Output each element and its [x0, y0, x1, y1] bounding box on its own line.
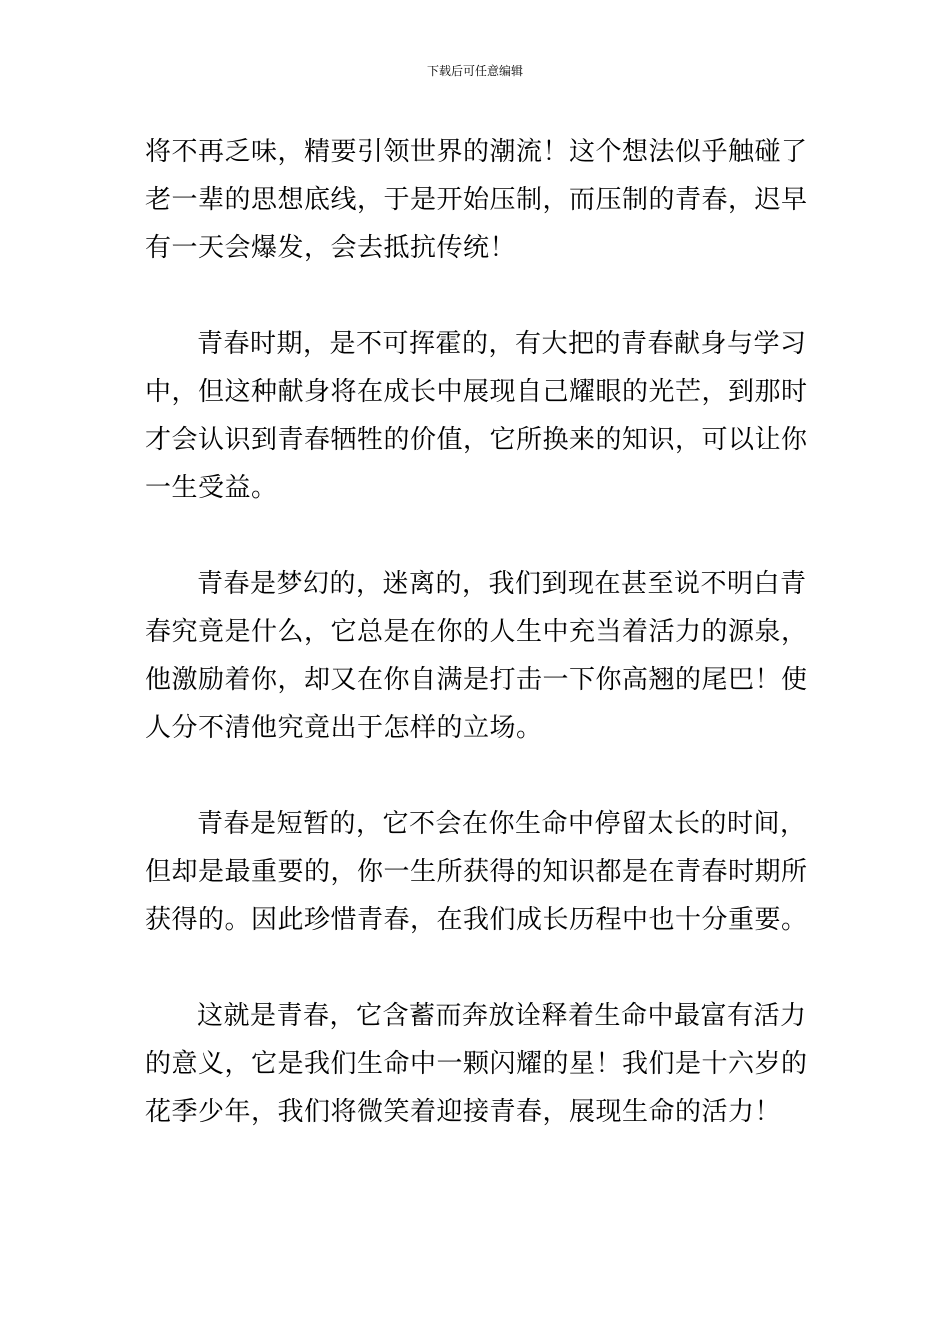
paragraph-2-line-1: 青春时期，是不可挥霍的，有大把的青春献身与学习 — [197, 329, 807, 359]
paragraph-3-line-4: 人分不清他究竟出于怎样的立场。 — [145, 713, 543, 743]
paragraph-5-line-2: 的意义，它是我们生命中一颗闪耀的星！我们是十六岁的 — [145, 1049, 808, 1079]
paragraph-2 — [145, 320, 810, 512]
paragraph-4-line-2: 但却是最重要的，你一生所获得的知识都是在青春时期所 — [145, 857, 808, 887]
paragraph-3-line-2: 春究竟是什么，它总是在你的人生中充当着活力的源泉， — [145, 617, 808, 647]
paragraph-4-line-1: 青春是短暂的，它不会在你生命中停留太长的时间， — [197, 809, 807, 839]
paragraph-3-line-3: 他激励着你，却又在你自满是打击一下你高翘的尾巴！使 — [145, 665, 808, 695]
paragraph-4 — [145, 800, 810, 944]
document-body — [145, 128, 810, 1136]
paragraph-1-line-3: 有一天会爆发，会去抵抗传统！ — [145, 233, 517, 263]
paragraph-2-line-3: 才会认识到青春牺牲的价值，它所换来的知识，可以让你 — [145, 425, 808, 455]
paragraph-1-line-1: 将不再乏味，精要引领世界的潮流！这个想法似乎触碰了 — [145, 137, 808, 167]
paragraph-4-line-3: 获得的。因此珍惜青春，在我们成长历程中也十分重要。 — [145, 905, 808, 935]
paragraph-3 — [145, 560, 810, 752]
paragraph-2-line-4: 一生受益。 — [145, 473, 278, 503]
page-header: 下载后可任意编辑 — [426, 64, 523, 78]
paragraph-5-line-1: 这就是青春，它含蓄而奔放诠释着生命中最富有活力 — [197, 1001, 807, 1031]
paragraph-1 — [145, 128, 810, 272]
paragraph-2-line-2: 中，但这种献身将在成长中展现自己耀眼的光芒，到那时 — [145, 377, 808, 407]
paragraph-3-line-1: 青春是梦幻的，迷离的，我们到现在甚至说不明白青 — [197, 569, 807, 599]
paragraph-1-line-2: 老一辈的思想底线，于是开始压制，而压制的青春，迟早 — [145, 185, 808, 215]
paragraph-5 — [145, 992, 810, 1136]
paragraph-5-line-3: 花季少年，我们将微笑着迎接青春，展现生命的活力！ — [145, 1097, 782, 1127]
